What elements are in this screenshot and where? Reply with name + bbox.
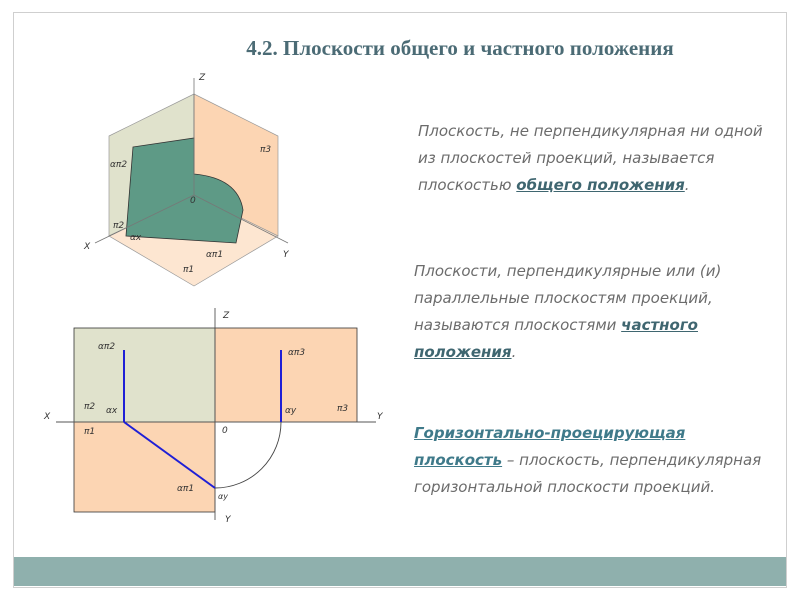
term-general-position: общего положения xyxy=(516,176,685,194)
diagram-3d xyxy=(83,73,290,286)
definition-end: . xyxy=(684,176,690,194)
epure-label-alpha-pi1: απ1 xyxy=(177,484,195,494)
epure-label-alpha-y-bottom: αy xyxy=(218,492,229,501)
label-alpha-pi1: απ1 xyxy=(206,250,224,260)
epure-label-alpha-y-right: αy xyxy=(285,406,297,416)
definition-text: Плоскости, перпендикулярные или (и) параллельные плоскостям проекций, называются плоскостями xyxy=(414,262,722,334)
epure-axis-y-bottom-label: Y xyxy=(225,515,231,525)
diagram-epure xyxy=(43,308,384,525)
epure-label-pi2: π2 xyxy=(84,402,96,412)
axis-y-label: Y xyxy=(283,250,289,260)
epure-label-alpha-pi2: απ2 xyxy=(98,342,116,352)
epure-axis-x-label: X xyxy=(44,412,51,422)
label-alpha-x: αx xyxy=(130,233,142,243)
horizontal-projecting-definition xyxy=(414,420,774,501)
epure-axis-y-right-label: Y xyxy=(377,412,383,422)
definition-text: Плоскость, не перпендикулярная ни одной из плоскостей проекций, называется плоскостью xyxy=(418,122,763,194)
label-pi1: π1 xyxy=(183,265,195,275)
epure-origin-label: 0 xyxy=(222,426,228,436)
epure-label-pi3: π3 xyxy=(337,404,349,414)
label-pi2: π2 xyxy=(113,221,125,231)
label-pi3: π3 xyxy=(260,145,272,155)
definition-text: – плоскость, перпендикулярная горизонтальной плоскости проекций. xyxy=(414,451,762,496)
axis-x-label: X xyxy=(84,242,91,252)
epure-label-alpha-pi3: απ3 xyxy=(288,348,306,358)
special-position-definition xyxy=(414,258,774,366)
slide-title: 4.2. Плоскости общего и частного положения xyxy=(246,36,674,60)
axis-z-label: Z xyxy=(199,73,206,83)
origin-label: 0 xyxy=(190,196,196,206)
term-special-position: частного положения xyxy=(414,316,698,361)
term-horizontal-projecting: Горизонтально-проецирующая плоскость xyxy=(414,424,686,469)
definition-end: . xyxy=(511,343,517,361)
footer-bar xyxy=(14,557,786,586)
label-alpha-pi2: απ2 xyxy=(110,160,128,170)
epure-label-alpha-x: αx xyxy=(106,406,118,416)
epure-axis-z-label: Z xyxy=(223,311,230,321)
general-position-definition xyxy=(418,118,768,199)
epure-label-pi1: π1 xyxy=(84,427,96,437)
